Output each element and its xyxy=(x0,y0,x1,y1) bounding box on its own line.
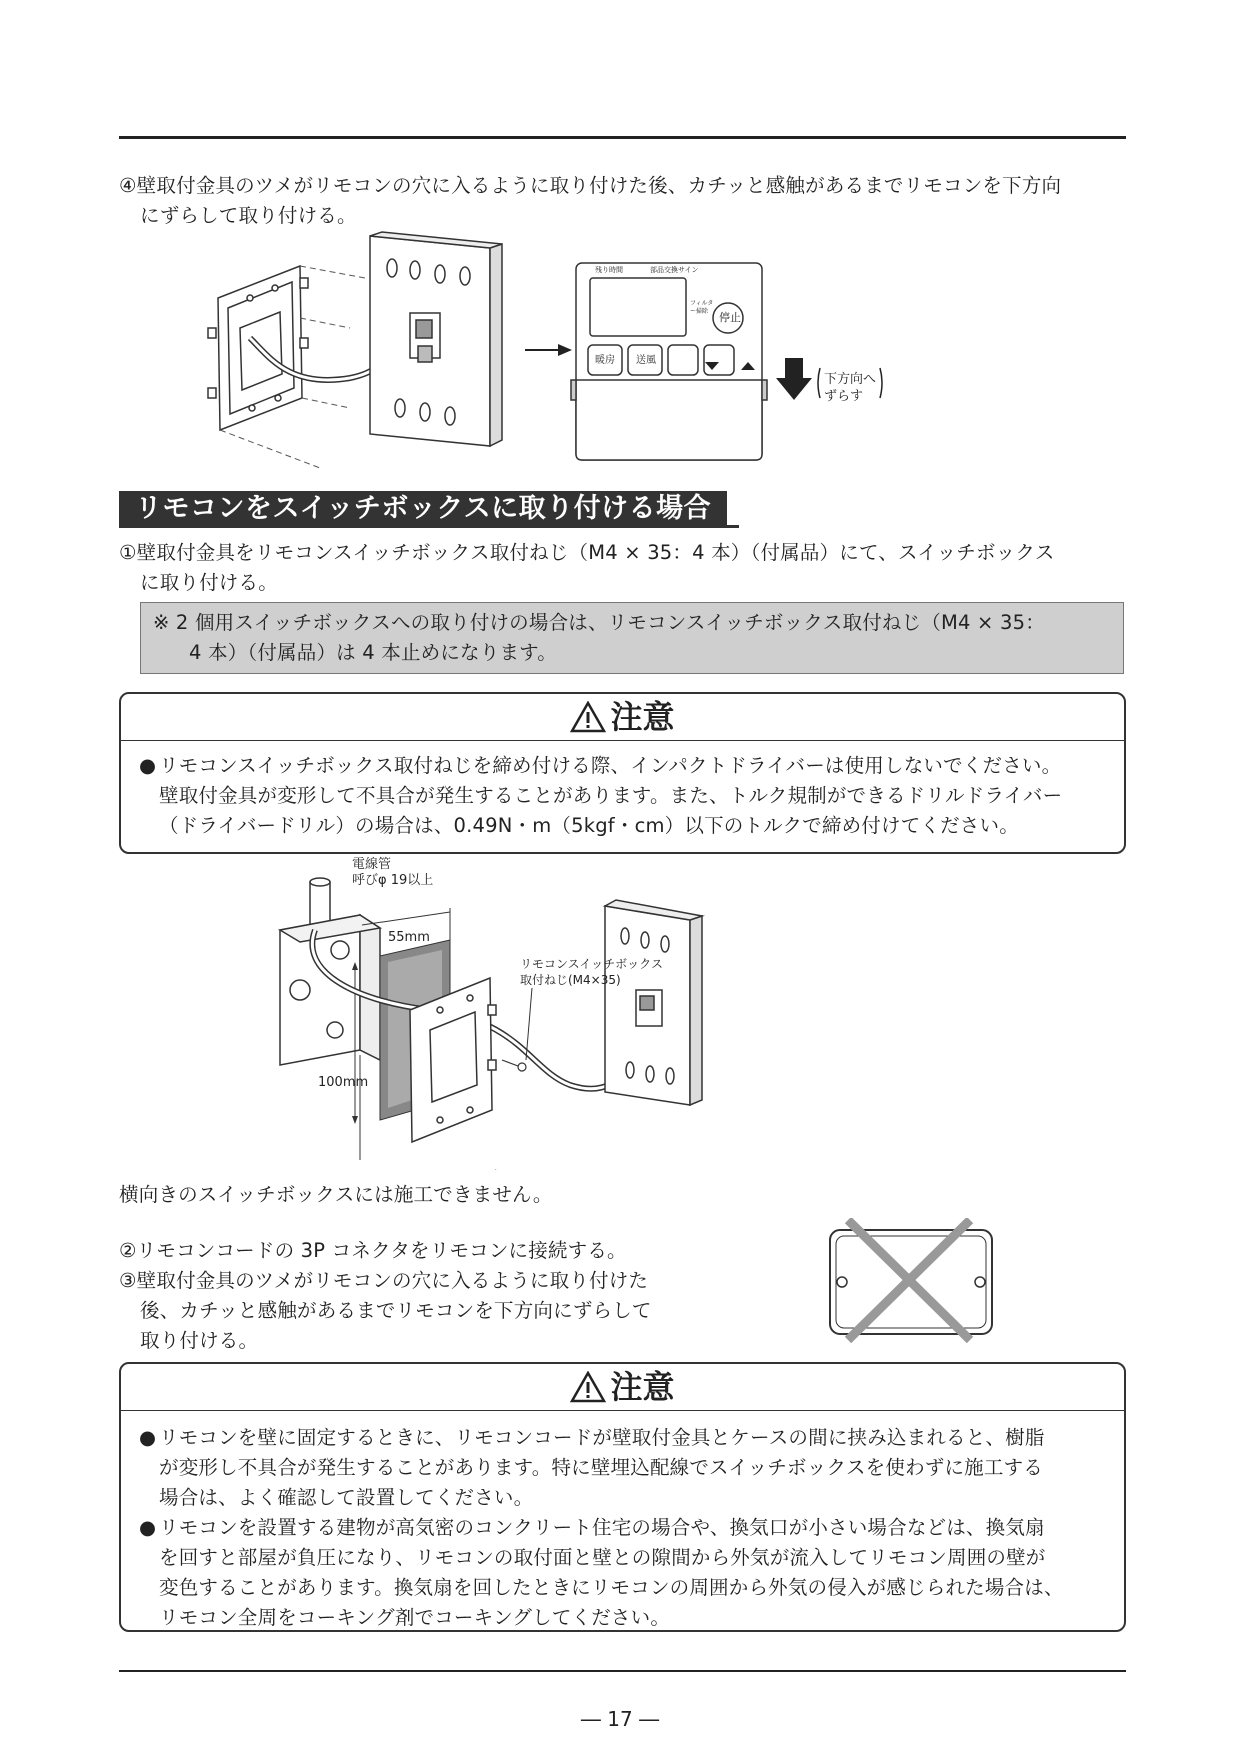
caution-box-2 xyxy=(119,1362,1126,1632)
bullet-dot: ● xyxy=(139,754,157,777)
caution-1-bullet xyxy=(139,751,1110,841)
stop-button-label: 停止 xyxy=(719,311,741,324)
caution-2-b1-line-2: が変形し不具合が発生することがあります。特に壁埋込配線でスイッチボックスを使わずに施工する xyxy=(159,1456,1043,1479)
caution-body-1 xyxy=(121,741,1124,847)
section-title: リモコンをスイッチボックスに取り付ける場合 xyxy=(119,491,727,527)
step-3-line-3: 取り付ける。 xyxy=(140,1329,259,1352)
heat-button-label: 暖房 xyxy=(595,355,615,366)
screw-label-1: リモコンスイッチボックス xyxy=(520,957,664,971)
hint-line-2: ずらす xyxy=(824,389,864,404)
note-line-1: ※ 2 個用スイッチボックスへの取り付けの場合は、リモコンスイッチボックス取付ねじ（M4 × 35： xyxy=(153,611,1045,634)
note-line-2: 4 本）（付属品）は 4 本止めになります。 xyxy=(189,641,557,664)
page-number: ― 17 ― xyxy=(580,1707,660,1731)
bullet-dot: ● xyxy=(139,1516,157,1539)
warning-icon xyxy=(570,701,606,733)
bullet-dot: ● xyxy=(139,1426,157,1449)
down-arrow-icon xyxy=(776,358,812,400)
width-dimension-label: 55mm xyxy=(388,930,430,945)
display-label-remaining-time: 残り時間 xyxy=(595,266,623,274)
caution-1-line-3: （ドライバードリル）の場合は、0.49N・m（5kgf・cm）以下のトルクで締め付けてください。 xyxy=(159,814,1019,837)
caution-2-b2-line-1: リモコンを設置する建物が高気密のコンクリート住宅の場合や、換気口が小さい場合などは、換気扇 xyxy=(159,1516,1045,1539)
remote-back-drawing xyxy=(370,232,502,446)
caution-1-line-2: 壁取付金具が変形して不具合が発生することがあります。また、トルク規制ができるドリルドライバー xyxy=(159,784,1063,807)
remote-drawing-2 xyxy=(605,900,702,1105)
warning-icon xyxy=(570,1371,606,1403)
bottom-rule xyxy=(119,1670,1126,1672)
step-2-text: ②リモコンコードの 3P コネクタをリモコンに接続する。 xyxy=(119,1239,627,1262)
caution-2-b1-line-1: リモコンを壁に固定するときに、リモコンコードが壁取付金具とケースの間に挟み込まれると、樹脂 xyxy=(159,1426,1045,1449)
caution-title-1: 注意 xyxy=(610,698,675,736)
caution-body-2 xyxy=(121,1411,1124,1639)
section-underline xyxy=(119,525,739,528)
caution-header-2 xyxy=(121,1364,1124,1411)
caution-2-b2-line-3: 変色することがあります。換気扇を回したときにリモコンの周囲から外気の侵入が感じられた場合は、 xyxy=(159,1576,1064,1599)
fan-button-label: 送風 xyxy=(636,355,656,366)
step-3-line-1: ③壁取付金具のツメがリモコンの穴に入るように取り付けた xyxy=(119,1269,649,1292)
caution-header-1 xyxy=(121,694,1124,741)
step-4-text xyxy=(119,171,1129,231)
caution-2-b2-line-2: を回すと部屋が負圧になり、リモコンの取付面と壁との隙間から外気が流入してリモコン周囲の壁が xyxy=(159,1546,1046,1569)
step-1-line-2: に取り付ける。 xyxy=(140,571,278,594)
conduit-label-1: 電線管 xyxy=(352,857,392,872)
screw-icon xyxy=(495,1060,526,1170)
step-1-line-1: ①壁取付金具をリモコンスイッチボックス取付ねじ（M4 × 35：4 本）（付属品）にて、スイッチボックス xyxy=(119,541,1055,564)
figure-horizontal-box-not-allowed xyxy=(826,1218,996,1343)
step-3-line-2: 後、カチッと感触があるまでリモコンを下方向にずらして xyxy=(140,1299,652,1322)
caution-2-b1-line-3: 場合は、よく確認して設置してください。 xyxy=(159,1486,534,1509)
switch-box-drawing xyxy=(280,915,380,1065)
step-4-line-2: にずらして取り付ける。 xyxy=(140,204,357,227)
step-3-text xyxy=(119,1266,652,1356)
step-1-text xyxy=(119,538,1129,598)
caution-box-1 xyxy=(119,692,1126,854)
note-box xyxy=(140,602,1124,674)
figure-switch-box-install xyxy=(270,870,810,1170)
top-rule xyxy=(119,136,1126,139)
figure-wall-bracket-mount xyxy=(200,228,900,473)
conduit-label-2: 呼びφ 19以上 xyxy=(352,873,434,888)
screw-label-2: 取付ねじ(M4×35) xyxy=(520,973,621,987)
display-label-part-sign: 部品交換サイン xyxy=(650,266,699,274)
hint-line-1: 下方向へ xyxy=(824,372,877,387)
height-dimension-label: 100mm xyxy=(318,1075,369,1090)
caution-1-line-1: リモコンスイッチボックス取付ねじを締め付ける際、インパクトドライバーは使用しないでください。 xyxy=(159,754,1062,777)
caution-title-2: 注意 xyxy=(610,1368,675,1406)
step-4-line-1: ④壁取付金具のツメがリモコンの穴に入るように取り付けた後、カチッと感触があるまでリモコンを下方向 xyxy=(119,174,1062,197)
caution-2-b2-line-4: リモコン全周をコーキング剤でコーキングしてください。 xyxy=(159,1606,671,1629)
horizontal-note: 横向きのスイッチボックスには施工できません。 xyxy=(119,1183,553,1206)
filter-label: フィルター掃除 xyxy=(690,300,714,315)
caution-2-bullet-2 xyxy=(139,1513,1110,1633)
caution-2-bullet-1 xyxy=(139,1423,1110,1513)
